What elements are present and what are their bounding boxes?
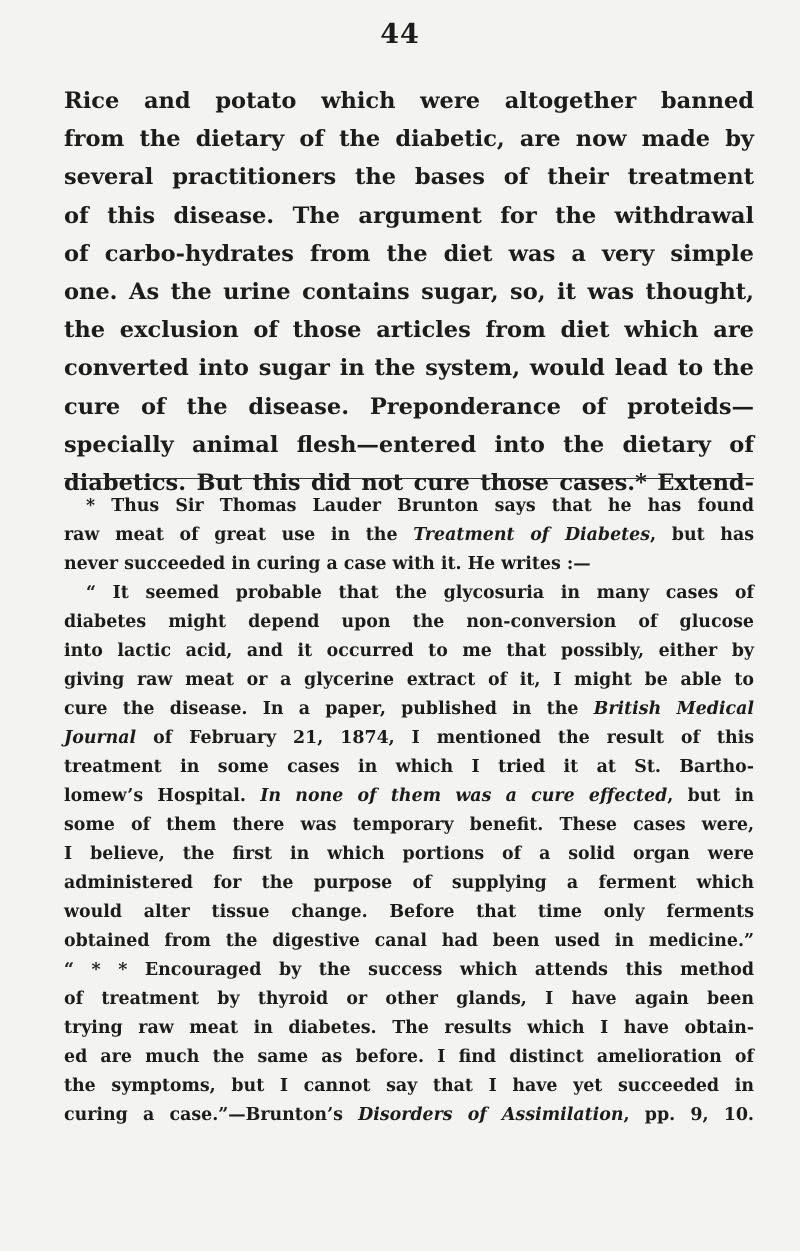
text-line: of carbo-hydrates from the diet was a very simple [64,240,754,267]
footnote-line: curing a case.”—Brunton’s Disorders of Assimilation, pp. 9, 10. [64,1105,754,1125]
emphasis-text: In none of them was a cure effected [260,786,668,806]
book-title: Disorders of Assimilation [358,1105,624,1125]
footnote-line: some of them there was temporary benefit. These cases were, [64,815,754,835]
footnote-line: “ * * Encouraged by the success which attends this method [64,960,754,980]
footnote-line: never succeeded in curing a case with it. He writes :— [64,554,591,574]
footnote-line: obtained from the digestive canal had been used in medicine.” [64,931,754,951]
text-line: diabetics. But this did not cure those cases.* Extend- [64,470,754,497]
text-line: cure of the disease. Preponderance of proteids— [64,393,754,420]
text-line: from the dietary of the diabetic, are now made by [64,126,754,153]
footnote-line: cure the disease. In a paper, published in the British Medical [64,699,755,719]
footnote-line: trying raw meat in diabetes. The results which I have obtain- [64,1018,754,1038]
main-paragraph [64,82,754,502]
text-line: several practitioners the bases of their treatment [64,164,754,191]
footnote-line: giving raw meat or a glycerine extract of it, I might be able to [64,670,754,690]
footnote-line: administered for the purpose of supplying a ferment which [64,873,754,893]
book-title: Treatment of Diabetes [413,525,651,545]
footnote-line: * Thus Sir Thomas Lauder Brunton says that he has found [86,496,754,516]
text-line: one. As the urine contains sugar, so, it was thought, [64,279,754,306]
footnote [64,492,754,1130]
footnote-line: lomew’s Hospital. In none of them was a cure effected, but in [64,786,754,806]
journal-title: British Medical [593,699,755,719]
text-line: converted into sugar in the system, would lead to the [64,355,754,382]
footnote-line: Journal of February 21, 1874, I mentioned the result of this [64,728,754,748]
text-line: of this disease. The argument for the withdrawal [64,202,754,229]
footnote-line: ed are much the same as before. I find distinct amelioration of [64,1047,754,1067]
footnote-line: raw meat of great use in the Treatment of Diabetes, but has [64,525,754,545]
text-line: specially animal flesh—entered into the dietary of [64,431,754,458]
footnote-line: I believe, the first in which portions of a solid organ were [64,844,754,864]
footnote-line: into lactic acid, and it occurred to me that possibly, either by [64,641,754,661]
footnote-line: would alter tissue change. Before that time only ferments [64,902,754,922]
footnote-line: of treatment by thyroid or other glands, I have again been [64,989,754,1009]
footnote-line: diabetes might depend upon the non-conversion of glucose [64,612,754,632]
footnote-line: “ It seemed probable that the glycosuria in many cases of [86,583,754,603]
footnote-line: treatment in some cases in which I tried it at St. Bartho- [64,757,754,777]
footnote-line: the symptoms, but I cannot say that I have yet succeeded in [64,1076,754,1096]
journal-title: Journal [64,728,137,748]
footnote-divider [64,478,754,479]
text-line: Rice and potato which were altogether banned [64,88,754,114]
text-line: the exclusion of those articles from diet which are [64,317,754,344]
page-number: 44 [380,19,420,50]
